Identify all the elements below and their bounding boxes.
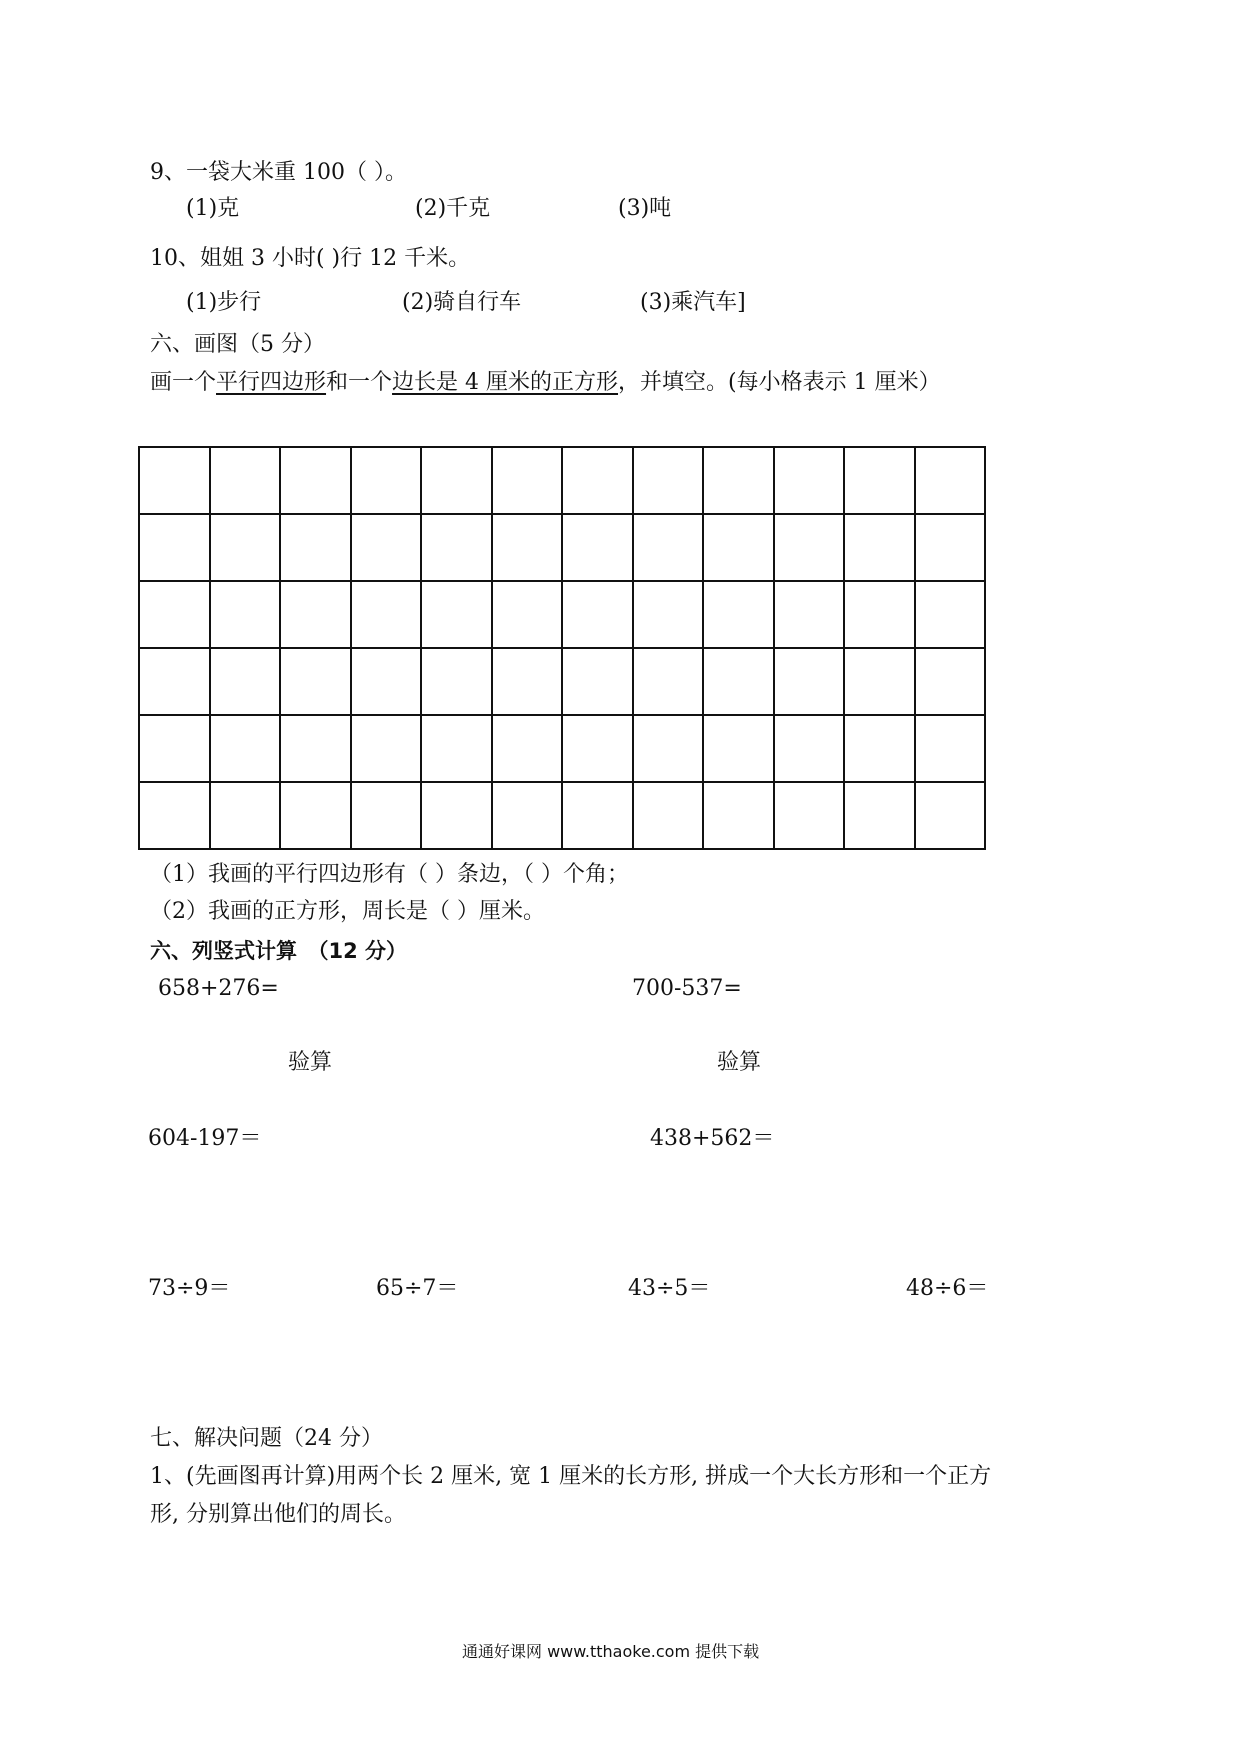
grid-cell[interactable]: [634, 515, 705, 582]
grid-cell[interactable]: [563, 649, 634, 716]
grid-cell[interactable]: [916, 716, 987, 783]
calc-problem-6: 65÷7＝: [376, 1276, 459, 1301]
grid-cell[interactable]: [140, 649, 211, 716]
calc-problem-3: 604-197＝: [148, 1126, 262, 1151]
q10-option-2: (2)骑自行车: [402, 290, 522, 315]
instruction-part-1: 画一个: [150, 370, 217, 395]
instruction-square: 边长是 4 厘米的正方形: [392, 370, 619, 395]
grid-cell[interactable]: [704, 448, 775, 515]
draw-blank-1: （1）我画的平行四边形有（ ）条边，（ ）个角；: [150, 862, 629, 887]
grid-cell[interactable]: [563, 716, 634, 783]
grid-cell[interactable]: [281, 515, 352, 582]
section-calc-heading: 六、列竖式计算 （12 分）: [150, 939, 408, 963]
grid-cell[interactable]: [140, 448, 211, 515]
grid-cell[interactable]: [704, 716, 775, 783]
instruction-part-5: ，并填空。(每小格表示 1 厘米）: [618, 370, 941, 395]
grid-cell[interactable]: [422, 716, 493, 783]
solve-q1-line1: 1、(先画图再计算)用两个长 2 厘米, 宽 1 厘米的长方形, 拼成一个大长方形和一个正方: [150, 1464, 992, 1489]
grid-cell[interactable]: [211, 448, 282, 515]
draw-blank-2: （2）我画的正方形，周长是（ ）厘米。: [150, 899, 545, 924]
calc-problem-7: 43÷5＝: [628, 1276, 711, 1301]
grid-cell[interactable]: [704, 649, 775, 716]
q10-option-1: (1)步行: [186, 290, 262, 315]
calc-problem-2: 700-537=: [632, 976, 742, 1001]
grid-cell[interactable]: [634, 582, 705, 649]
q10-option-3: (3)乘汽车]: [640, 290, 746, 315]
grid-cell[interactable]: [281, 783, 352, 850]
grid-cell[interactable]: [634, 448, 705, 515]
grid-cell[interactable]: [352, 716, 423, 783]
grid-cell[interactable]: [422, 515, 493, 582]
grid-cell[interactable]: [211, 515, 282, 582]
grid-cell[interactable]: [563, 515, 634, 582]
check-label-2: 验算: [717, 1050, 762, 1075]
q9-question: 9、一袋大米重 100（ ）。: [150, 160, 407, 185]
grid-cell[interactable]: [563, 582, 634, 649]
grid-cell[interactable]: [211, 716, 282, 783]
grid-cell[interactable]: [845, 515, 916, 582]
grid-cell[interactable]: [916, 515, 987, 582]
grid-cell[interactable]: [775, 448, 846, 515]
grid-cell[interactable]: [493, 515, 564, 582]
grid-cell[interactable]: [140, 582, 211, 649]
grid-cell[interactable]: [704, 783, 775, 850]
grid-cell[interactable]: [845, 649, 916, 716]
grid-cell[interactable]: [493, 783, 564, 850]
grid-cell[interactable]: [281, 582, 352, 649]
grid-cell[interactable]: [563, 783, 634, 850]
grid-cell[interactable]: [281, 716, 352, 783]
grid-cell[interactable]: [563, 448, 634, 515]
grid-cell[interactable]: [916, 448, 987, 515]
grid-cell[interactable]: [634, 783, 705, 850]
grid-cell[interactable]: [281, 448, 352, 515]
grid-cell[interactable]: [281, 649, 352, 716]
grid-cell[interactable]: [422, 649, 493, 716]
instruction-part-3: 和一个: [326, 370, 393, 395]
instruction-parallelogram: 平行四边形: [216, 370, 327, 395]
check-label-1: 验算: [288, 1050, 333, 1075]
section-draw-heading: 六、画图（5 分）: [150, 332, 325, 357]
grid-cell[interactable]: [775, 515, 846, 582]
q9-option-2: (2)千克: [415, 196, 491, 221]
q10-question: 10、姐姐 3 小时( )行 12 千米。: [150, 246, 471, 271]
calc-problem-8: 48÷6＝: [906, 1276, 989, 1301]
grid-cell[interactable]: [704, 515, 775, 582]
grid-cell[interactable]: [422, 582, 493, 649]
grid-cell[interactable]: [140, 783, 211, 850]
grid-cell[interactable]: [422, 783, 493, 850]
grid-cell[interactable]: [493, 649, 564, 716]
calc-problem-4: 438+562＝: [650, 1126, 775, 1151]
drawing-grid[interactable]: [138, 446, 986, 850]
grid-cell[interactable]: [775, 716, 846, 783]
draw-instruction: [150, 372, 941, 394]
grid-cell[interactable]: [845, 716, 916, 783]
grid-cell[interactable]: [211, 783, 282, 850]
grid-cell[interactable]: [211, 582, 282, 649]
grid-cell[interactable]: [775, 783, 846, 850]
q9-option-3: (3)吨: [618, 196, 672, 221]
grid-cell[interactable]: [140, 716, 211, 783]
grid-cell[interactable]: [211, 649, 282, 716]
grid-cell[interactable]: [493, 448, 564, 515]
grid-cell[interactable]: [775, 649, 846, 716]
grid-cell[interactable]: [916, 649, 987, 716]
grid-cell[interactable]: [845, 582, 916, 649]
grid-cell[interactable]: [493, 716, 564, 783]
grid-cell[interactable]: [493, 582, 564, 649]
page-footer: 通通好课网 www.tthaoke.com 提供下载: [462, 1642, 760, 1661]
calc-problem-1: 658+276=: [158, 976, 279, 1001]
grid-cell[interactable]: [704, 582, 775, 649]
grid-cell[interactable]: [352, 649, 423, 716]
grid-cell[interactable]: [916, 582, 987, 649]
grid-cell[interactable]: [775, 582, 846, 649]
grid-cell[interactable]: [140, 515, 211, 582]
grid-cell[interactable]: [352, 783, 423, 850]
calc-problem-5: 73÷9＝: [148, 1276, 231, 1301]
grid-cell[interactable]: [634, 649, 705, 716]
grid-cell[interactable]: [634, 716, 705, 783]
section-solve-heading: 七、解决问题（24 分）: [150, 1426, 383, 1451]
grid-cell[interactable]: [352, 448, 423, 515]
grid-cell[interactable]: [845, 448, 916, 515]
solve-q1-line2: 形, 分别算出他们的周长。: [150, 1502, 406, 1527]
grid-cell[interactable]: [845, 783, 916, 850]
q9-option-1: (1)克: [186, 196, 240, 221]
grid-cell[interactable]: [352, 582, 423, 649]
grid-cell[interactable]: [916, 783, 987, 850]
grid-cell[interactable]: [422, 448, 493, 515]
grid-cell[interactable]: [352, 515, 423, 582]
